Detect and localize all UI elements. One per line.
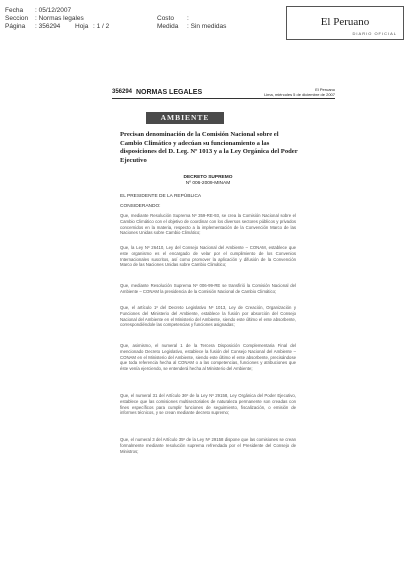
paragraph-7: Que, el numeral 3 del Artículo 35º de la Ley Nº 29158 dispone que las comisiones se crean formalmente mediante resolución suprema refrendada por el Presidente del Consejo de Ministros; [120,437,296,454]
page-header-right [264,87,335,97]
fecha-value: : 05/12/2007 [35,7,72,14]
paragraph-2: Que, la Ley Nº 26410, Ley del Consejo Nacional del Ambiente – CONAM, establece que este organismo es el encargado de velar por el cumplimiento de los Convenios Internacionales suscritos, así como promover la aplicación y difusión de la Convención Marco de las Naciones Unidas sobre Cambio Climático; [120,245,296,268]
page-number: 356294 [112,89,133,95]
clipping-metadata-left [5,7,109,31]
section-banner: AMBIENTE [146,112,224,124]
article-title: Precisan denominación de la Comisión Nacional sobre el Cambio Climático y adecúan su funcionamiento a las disposiciones del D. Leg. Nº 1013 y a la Ley Orgánica del Poder Ejecutivo [120,131,298,164]
paragraph-6: Que, el numeral 31 del Artículo 36º de la Ley Nº 29158, Ley Orgánica del Poder Ejecutivo, establece que las comisiones multisectoriales de naturaleza permanente son creadas con fines específicos para cumplir funciones de seguimiento, fiscalización, o emisión de informes técnicos, y se crean mediante decreto supremo; [120,393,296,416]
paragraph-4: Que, el artículo 1º del Decreto Legislativo Nº 1013, Ley de Creación, Organización y Funciones del Ministerio del Ambiente, establece la fusión por absorción del Consejo Nacional del Ambiente en el Ministerio del Ambiente, siendo este último el ente absorbente, correspondiéndole las competencias y funciones asignadas; [120,305,296,328]
page-header-date: Lima, miércoles 5 de diciembre de 2007 [264,92,335,97]
medida-row [157,23,226,31]
fecha-row [5,7,109,15]
costo-value: : [187,15,189,22]
seccion-label: Seccion [5,15,29,22]
hoja-label: Hoja [75,23,89,30]
clipping-metadata-right [157,15,226,31]
costo-label: Costo [157,15,174,22]
considerando-label: CONSIDERANDO: [120,204,161,209]
hoja-value: : 1 / 2 [93,23,110,30]
paragraph-5: Que, asimismo, el numeral 1 de la Tercera Disposición Complementaria Final del mencionado Decreto Legislativo, establece la fusión del Consejo Nacional del Ambiente – CONAM en el Ministerio del Ambiente, siendo este último el ente absorbente, precisándose que toda referencia hecha al CONAM o a las competencias, funciones y atribuciones que éste venía ejerciendo, se entenderá hecha al Ministerio del Ambiente; [120,343,296,372]
seccion-value: : Normas legales [35,15,84,22]
medida-value: : Sin medidas [187,23,227,30]
fecha-label: Fecha [5,7,24,14]
costo-row [157,15,226,23]
paragraph-1: Que, mediante Resolución Suprema Nº 359-RE-93, se crea la Comisión Nacional sobre el Cambio Climático con el objetivo de coordinar con los diversos sectores públicos y privados concernidos en la materia, respecto a la implementación de la Convención Marco de las Naciones Unidas sobre Cambio Climático; [120,213,296,236]
logo-subtitle: DIARIO OFICIAL [352,31,397,36]
pagina-label: Página [5,23,26,30]
page-header [112,89,335,99]
page-section-name: NORMAS LEGALES [136,89,203,96]
page-header-paper: El Peruano [315,87,335,92]
seccion-row [5,15,109,23]
medida-label: Medida [157,23,179,30]
pagina-value: : 356294 [35,23,61,30]
paragraph-3: Que, mediante Resolución Suprema Nº 006-99-RE se transfirió la Comisión Nacional del Ambiente – CONAM la presidencia de la Comisión Nacional de Cambio Climático; [120,283,296,294]
issuer-line: EL PRESIDENTE DE LA REPÚBLICA [120,194,202,199]
newspaper-logo [286,6,404,40]
decree-number: Nº 006-2009-MINAM [185,181,231,186]
decree-type: DECRETO SUPREMO [183,175,233,180]
logo-title: El Peruano [320,16,370,28]
pagina-row [5,23,109,31]
